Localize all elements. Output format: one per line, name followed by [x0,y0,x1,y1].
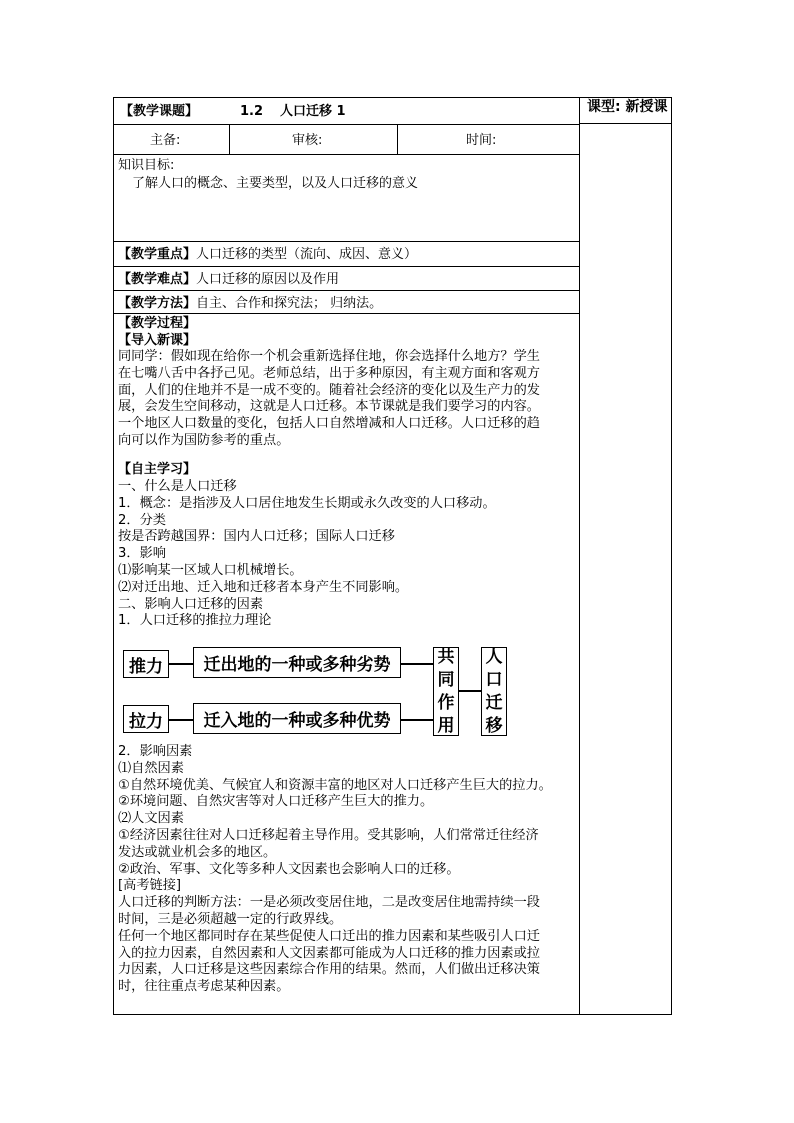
method-row [118,295,382,312]
result-char: 迁 [485,692,503,713]
process-title: 【教学过程】 [118,316,197,331]
topic-title: 人口迁移 1 [280,104,346,119]
list-item: ①自然环境优美、气候宜人和资源丰富的地区对人口迁移产生巨大的拉力。 [118,777,552,793]
list-item: 2．影响因素 [118,744,193,759]
list-item: 人口迁移的判断方法：一是必须改变居住地，二是改变居住地需持续一段 [118,895,540,911]
push-label-box: 推力 [123,650,169,678]
method-text: 自主、合作和探究法； 归纳法。 [196,296,383,311]
intro-line: 向可以作为国防参考的重点。 [118,432,290,448]
time-field: 时间: [466,133,497,148]
list-item: 任何一个地区都同时存在某些促使人口迁出的推力因素和某些吸引人口迁 [118,928,540,944]
list-item: 时，往往重点考虑某种因素。 [118,979,290,995]
joint-char: 用 [437,715,455,736]
list-item: 1．人口迁移的推拉力理论 [118,613,272,629]
list-item: [高考链接] [118,878,182,894]
list-item: ①经济因素往往对人口迁移起着主导作用。受其影响，人们常常迁往经济 [118,827,539,843]
list-item: ②政治、军事、文化等多种人文因素也会影响人口的迁移。 [118,861,460,877]
push-text-box: 迁出地的一种或多种劣势 [193,647,401,678]
list-item: 按是否跨越国界：国内人口迁移；国际人口迁移 [118,529,395,545]
joint-char: 共 [437,646,455,667]
objectives-text: 了解人口的概念、主要类型，以及人口迁移的意义 [132,176,419,191]
list-item: ⑵人文因素 [118,811,184,827]
list-item: 2．分类 [118,512,166,528]
difficulty-label: 【教学难点】 [118,272,197,287]
list-item: 入的拉力因素，自然因素和人文因素都可能成为人口迁移的推力因素或拉 [118,945,540,961]
objectives-label: 知识目标: [118,158,175,173]
intro-title: 【导入新课】 [118,333,197,348]
list-item: 发达或就业机会多的地区。 [118,844,277,860]
intro-line: 在七嘴八舌中各抒己见。老师总结，出于多种原因，有主观方面和客观方 [118,365,540,381]
key-point-row [118,246,417,263]
list-item: ⑴自然因素 [118,760,184,776]
result-char: 移 [485,715,503,736]
method-label: 【教学方法】 [118,296,197,311]
result-char: 口 [485,669,503,690]
pull-label-box: 拉力 [123,705,169,733]
course-type: 课型: 新授课 [587,99,668,115]
difficulty-row [118,271,339,288]
result-char: 人 [485,646,503,667]
pull-text-box: 迁入地的一种或多种优势 [193,703,401,734]
topic-label: 【教学课题】 [120,104,199,119]
migration-result-box [481,647,507,736]
key-point-label: 【教学重点】 [118,247,197,262]
intro-line: 同同学：假如现在给你一个机会重新选择住地，你会选择什么地方？学生 [118,349,540,364]
joint-char: 同 [437,669,455,690]
self-study-title: 【自主学习】 [118,462,197,477]
list-item: 二、影响人口迁移的因素 [118,596,264,612]
key-point-text: 人口迁移的类型（流向、成因、意义） [196,247,418,262]
preparer-field: 主备: [150,133,181,148]
list-item: ⑵对迁出地、迁入地和迁移者本身产生不同影响。 [118,579,409,595]
intro-line: 展，会发生空间移动，这就是人口迁移。本节课就是我们要学习的内容。 [118,399,540,415]
list-item: 时间，三是必须超越一定的行政界线。 [118,911,343,927]
list-item: 力因素，人口迁移是这些因素综合作用的结果。然而，人们做出迁移决策 [118,962,540,978]
self-study-list [118,479,496,630]
intro-line: 一个地区人口数量的变化，包括人口自然增减和人口迁移。人口迁移的趋 [118,416,540,432]
list-item: 1．概念：是指涉及人口居住地发生长期或永久改变的人口移动。 [118,495,496,511]
list-item: 一、什么是人口迁移 [118,479,237,494]
list-item: ⑴影响某一区域人口机械增长。 [118,562,303,578]
joint-action-box [433,647,459,736]
reviewer-field: 审核: [292,133,323,148]
list-item: 3．影响 [118,546,166,562]
difficulty-text: 人口迁移的原因以及作用 [196,272,340,287]
joint-char: 作 [437,692,455,713]
list-item: ②环境问题、自然灾害等对人口迁移产生巨大的推力。 [118,794,434,810]
intro-line: 面，人们的住地并不是一成不变的。随着社会经济的变化以及生产力的发 [118,382,540,398]
intro-paragraph [118,349,540,450]
topic-number: 1.2 [240,104,264,119]
factors-list [118,744,552,996]
